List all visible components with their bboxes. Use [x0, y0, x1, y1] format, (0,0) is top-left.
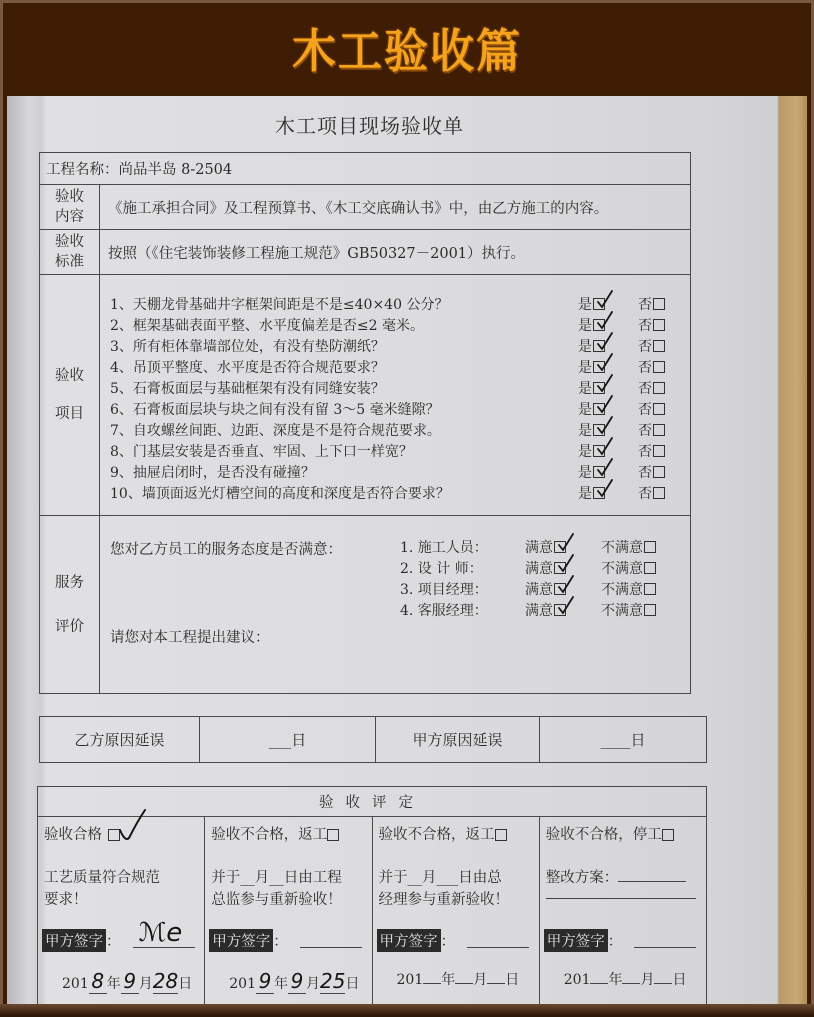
evaluation-option-label: 验收不合格，返工 — [378, 827, 495, 843]
yes-checkbox[interactable] — [593, 319, 605, 331]
no-option[interactable] — [638, 462, 684, 482]
signature-label: 甲方签字 — [209, 929, 273, 952]
bottom-frame-bar — [0, 1004, 814, 1017]
no-label: 否 — [638, 401, 652, 418]
yes-checkbox[interactable] — [593, 487, 605, 499]
satisfied-label: 满意 — [525, 581, 553, 598]
form-photo — [7, 96, 807, 1004]
yes-checkbox[interactable] — [593, 382, 605, 394]
date-year[interactable] — [590, 983, 608, 984]
date-year-prefix: 201 — [563, 972, 591, 988]
date-year[interactable]: 8 — [89, 969, 107, 994]
evaluation-body-line1: 工艺质量符合规范 — [44, 870, 160, 886]
standard-text: 按照（《住宅装饰装修工程施工规范》GB50327－2001）执行。 — [100, 230, 691, 275]
no-label: 否 — [638, 317, 652, 334]
checklist-item-text: 5、石膏板面层与基础框架有没有同缝安装？ — [110, 380, 385, 397]
evaluation-body — [379, 867, 510, 911]
date-year[interactable] — [423, 983, 441, 984]
handwritten-check-icon — [596, 395, 614, 415]
no-option[interactable] — [638, 315, 684, 335]
service-role: 4. 客服经理： — [400, 602, 488, 619]
evaluation-option[interactable] — [546, 823, 700, 844]
unsatisfied-checkbox[interactable] — [644, 604, 656, 616]
yes-checkbox[interactable] — [593, 466, 605, 478]
content-text: 《施工承担合同》及工程预算书、《木工交底确认书》中，由乙方施工的内容。 — [100, 185, 691, 230]
evaluation-option[interactable] — [44, 823, 198, 844]
unsatisfied-label: 不满意 — [601, 560, 643, 577]
yes-checkbox[interactable] — [593, 424, 605, 436]
year-unit: 年 — [441, 972, 456, 988]
no-option[interactable] — [638, 399, 684, 419]
content-label — [40, 185, 100, 230]
handwritten-check-icon — [596, 374, 614, 394]
handwritten-check-icon — [117, 808, 147, 844]
no-option[interactable] — [638, 420, 684, 440]
party-b-delay-label: 乙方原因延误 — [40, 717, 200, 763]
month-unit: 月 — [640, 972, 655, 988]
date-day[interactable] — [487, 983, 505, 984]
unsatisfied-label: 不满意 — [601, 602, 643, 619]
yes-label: 是 — [578, 296, 592, 313]
checklist-item-text: 3、所有柜体靠墙部位处，有没有垫防潮纸？ — [110, 338, 385, 355]
project-value: 尚品半岛 8-2504 — [118, 162, 233, 178]
delay-table — [39, 716, 707, 763]
date-day[interactable] — [654, 983, 672, 984]
items-list — [100, 275, 691, 516]
signature-label: 甲方签字 — [544, 929, 608, 952]
day-unit: 日 — [505, 972, 520, 988]
no-option[interactable] — [638, 378, 684, 398]
checklist-item-text: 9、抽屉启闭时，是否没有碰撞？ — [110, 464, 315, 481]
date-day[interactable]: 28 — [152, 969, 179, 993]
standard-row — [40, 230, 691, 275]
evaluation-body-line2: 要求！ — [44, 892, 88, 908]
date-year-prefix: 201 — [229, 976, 256, 992]
year-unit: 年 — [608, 972, 623, 988]
unsatisfied-option[interactable] — [601, 579, 656, 599]
year-unit: 年 — [273, 976, 288, 992]
yes-label: 是 — [578, 338, 592, 355]
satisfied-label: 满意 — [525, 602, 553, 619]
date-year-prefix: 201 — [62, 976, 89, 992]
yes-checkbox[interactable] — [593, 361, 605, 373]
service-question: 您对乙方员工的服务态度是否满意： — [110, 542, 342, 558]
evaluation-column — [205, 817, 372, 1005]
unsatisfied-checkbox[interactable] — [644, 562, 656, 574]
satisfied-checkbox[interactable] — [554, 541, 566, 553]
no-option[interactable] — [638, 357, 684, 377]
yes-option[interactable] — [578, 483, 638, 503]
handwritten-check-icon — [596, 416, 614, 436]
handwritten-check-icon — [596, 479, 614, 499]
service-role: 3. 项目经理： — [400, 581, 488, 598]
yes-label: 是 — [578, 443, 592, 460]
evaluation-body-line2: 总监参与重新验收！ — [211, 892, 342, 908]
items-label — [40, 275, 100, 516]
satisfied-checkbox[interactable] — [554, 583, 566, 595]
handwritten-check-icon — [596, 353, 614, 373]
service-role-row — [400, 536, 656, 557]
service-role-row — [400, 578, 656, 599]
checklist-item-text: 8、门基层安装是否垂直、牢固、上下口一样宽？ — [110, 443, 413, 460]
unsatisfied-label: 不满意 — [601, 581, 643, 598]
items-label-line2: 项目 — [55, 406, 84, 422]
date-year-prefix: 201 — [396, 972, 424, 988]
evaluation-body — [546, 867, 696, 921]
no-label: 否 — [638, 359, 652, 376]
no-label: 否 — [638, 422, 652, 439]
no-option[interactable] — [638, 483, 684, 503]
handwritten-check-icon — [557, 596, 575, 616]
checklist-item-text: 7、自攻螺丝间距、边距、深度是不是符合规范要求。 — [110, 422, 441, 439]
plan-line[interactable] — [618, 881, 686, 882]
signature-field[interactable] — [467, 934, 529, 948]
checklist-item-text: 1、天棚龙骨基础井字框架间距是不是≤40×40 公分？ — [110, 296, 449, 313]
year-unit: 年 — [106, 976, 121, 992]
acceptance-sheet — [39, 152, 691, 694]
no-option[interactable] — [638, 294, 684, 314]
yes-checkbox[interactable] — [593, 298, 605, 310]
date-month[interactable]: 9 — [288, 969, 306, 994]
standard-label — [40, 230, 100, 275]
evaluation-columns — [38, 817, 707, 1005]
satisfied-label: 满意 — [525, 560, 553, 577]
date-month[interactable]: 9 — [121, 969, 139, 994]
satisfied-label: 满意 — [525, 539, 553, 556]
yes-checkbox[interactable] — [593, 340, 605, 352]
no-label: 否 — [638, 296, 652, 313]
evaluation-body — [44, 867, 160, 911]
items-label-line1: 验收 — [55, 368, 84, 384]
acceptance-table — [39, 152, 691, 694]
date-month[interactable] — [455, 983, 473, 984]
signature-field[interactable] — [634, 934, 696, 948]
evaluation-option-label: 验收不合格，停工 — [545, 827, 662, 843]
evaluation-body-line1: 并于__月___日由总 — [378, 870, 502, 886]
evaluation-column — [38, 817, 205, 1005]
date-row — [229, 969, 359, 994]
project-name-cell — [40, 153, 691, 185]
banner-title: 木工验收篇 — [292, 24, 522, 79]
service-row — [40, 516, 691, 694]
date-year[interactable]: 9 — [256, 969, 274, 994]
no-checkbox[interactable] — [653, 361, 665, 373]
yes-label: 是 — [578, 359, 592, 376]
handwritten-check-icon — [557, 533, 575, 553]
signature-row: 甲方签字 ： ℳe — [42, 929, 195, 952]
evaluation-column — [372, 817, 539, 1005]
standard-label-line2: 标准 — [55, 254, 84, 270]
date-month[interactable] — [622, 983, 640, 984]
evaluation-option[interactable] — [379, 823, 533, 844]
yes-label: 是 — [578, 464, 592, 481]
unsatisfied-option[interactable] — [601, 600, 656, 620]
signature-row: 甲方签字 ： — [209, 929, 362, 952]
yes-label: 是 — [578, 401, 592, 418]
signature-value: ℳe — [138, 917, 183, 948]
service-role-list — [400, 536, 656, 620]
day-unit: 日 — [178, 976, 193, 992]
party-a-delay-label: 甲方原因延误 — [376, 717, 540, 763]
no-option[interactable] — [638, 441, 684, 461]
satisfied-checkbox[interactable] — [554, 604, 566, 616]
evaluation-option[interactable] — [211, 823, 365, 844]
handwritten-check-icon — [557, 554, 575, 574]
no-checkbox[interactable] — [653, 424, 665, 436]
evaluation-checkbox[interactable] — [662, 829, 674, 841]
checklist-item-text: 2、框架基础表面平整、水平度偏差是否≤2 毫米。 — [110, 317, 424, 334]
signature-field[interactable] — [133, 917, 195, 948]
handwritten-check-icon — [596, 437, 614, 457]
signature-row: 甲方签字 ： — [377, 929, 530, 952]
unsatisfied-checkbox[interactable] — [644, 541, 656, 553]
no-checkbox[interactable] — [653, 382, 665, 394]
signature-label: 甲方签字 — [377, 929, 441, 952]
content-row — [40, 185, 691, 230]
content-label-line2: 内容 — [55, 209, 84, 225]
unsatisfied-checkbox[interactable] — [644, 583, 656, 595]
party-a-delay-days[interactable]: ____日 — [540, 717, 707, 763]
no-option[interactable] — [638, 336, 684, 356]
service-label-line2: 评价 — [55, 618, 84, 635]
content-label-line1: 验收 — [55, 189, 84, 205]
date-day[interactable]: 25 — [319, 969, 346, 993]
no-checkbox[interactable] — [653, 403, 665, 415]
evaluation-checkbox[interactable] — [495, 829, 507, 841]
signature-label: 甲方签字 — [42, 929, 106, 952]
service-role: 1. 施工人员： — [400, 539, 488, 556]
day-unit: 日 — [672, 972, 687, 988]
yes-label: 是 — [578, 422, 592, 439]
no-label: 否 — [638, 464, 652, 481]
month-unit: 月 — [138, 976, 153, 992]
service-role-row — [400, 557, 656, 578]
handwritten-check-icon — [596, 458, 614, 478]
project-label: 工程名称： — [46, 162, 119, 178]
checklist-item-text: 4、吊顶平整度、水平度是否符合规范要求？ — [110, 359, 385, 376]
handwritten-check-icon — [557, 575, 575, 595]
service-evaluation — [100, 516, 691, 694]
no-label: 否 — [638, 485, 652, 502]
no-label: 否 — [638, 338, 652, 355]
project-row — [40, 153, 691, 185]
signature-field[interactable] — [300, 934, 362, 948]
standard-label-line1: 验收 — [55, 234, 84, 250]
month-unit: 月 — [305, 976, 320, 992]
satisfied-checkbox[interactable] — [554, 562, 566, 574]
evaluation-body-line1: 并于__月__日由工程 — [211, 870, 342, 886]
evaluation-option-label: 验收不合格，返工 — [211, 827, 328, 843]
form-title: 木工项目现场验收单 — [275, 114, 464, 138]
no-checkbox[interactable] — [653, 319, 665, 331]
month-unit: 月 — [473, 972, 488, 988]
plan-line-2[interactable] — [546, 889, 696, 899]
no-label: 否 — [638, 380, 652, 397]
yes-label: 是 — [578, 317, 592, 334]
no-checkbox[interactable] — [653, 340, 665, 352]
evaluation-body-line1: 整改方案： — [545, 870, 619, 886]
yes-label: 是 — [578, 485, 592, 502]
unsatisfied-label: 不满意 — [601, 539, 643, 556]
handwritten-check-icon — [596, 311, 614, 331]
day-unit: 日 — [345, 976, 360, 992]
date-row — [62, 969, 192, 994]
service-label-line1: 服务 — [55, 574, 84, 591]
no-label: 否 — [638, 443, 652, 460]
service-role: 2. 设 计 师： — [400, 560, 483, 577]
signature-row: 甲方签字 ： — [544, 929, 697, 952]
evaluation-table — [37, 786, 707, 1004]
checklist-item-text: 10、墙顶面返光灯槽空间的高度和深度是否符合要求？ — [110, 485, 450, 502]
no-checkbox[interactable] — [653, 298, 665, 310]
evaluation-checkbox[interactable] — [327, 829, 339, 841]
handwritten-check-icon — [596, 332, 614, 352]
unsatisfied-option[interactable] — [601, 537, 656, 557]
items-row — [40, 275, 691, 516]
no-checkbox[interactable] — [653, 445, 665, 457]
no-checkbox[interactable] — [653, 487, 665, 499]
banner — [3, 3, 811, 91]
checklist-item-text: 6、石膏板面层块与块之间有没有留 3～5 毫米缝隙？ — [110, 401, 440, 418]
evaluation-body-line2: 经理参与重新验收！ — [378, 892, 509, 908]
date-row — [564, 969, 687, 989]
evaluation-body — [211, 867, 342, 911]
yes-label: 是 — [578, 380, 592, 397]
yes-checkbox[interactable] — [593, 403, 605, 415]
date-row — [397, 969, 520, 989]
no-checkbox[interactable] — [653, 466, 665, 478]
evaluation-option-label: 验收合格 — [44, 827, 102, 843]
party-b-delay-days[interactable]: ___日 — [200, 717, 376, 763]
handwritten-check-icon — [596, 290, 614, 310]
service-role-row — [400, 599, 656, 620]
unsatisfied-option[interactable] — [601, 558, 656, 578]
evaluation-column — [539, 817, 706, 1005]
evaluation-header: 验收评定 — [38, 787, 707, 817]
suggestion-label: 请您对本工程提出建议： — [110, 630, 270, 646]
satisfied-option[interactable] — [525, 600, 601, 620]
evaluation-checkbox[interactable] — [108, 829, 120, 841]
checklist-item — [110, 482, 684, 503]
yes-checkbox[interactable] — [593, 445, 605, 457]
service-label — [40, 516, 100, 694]
